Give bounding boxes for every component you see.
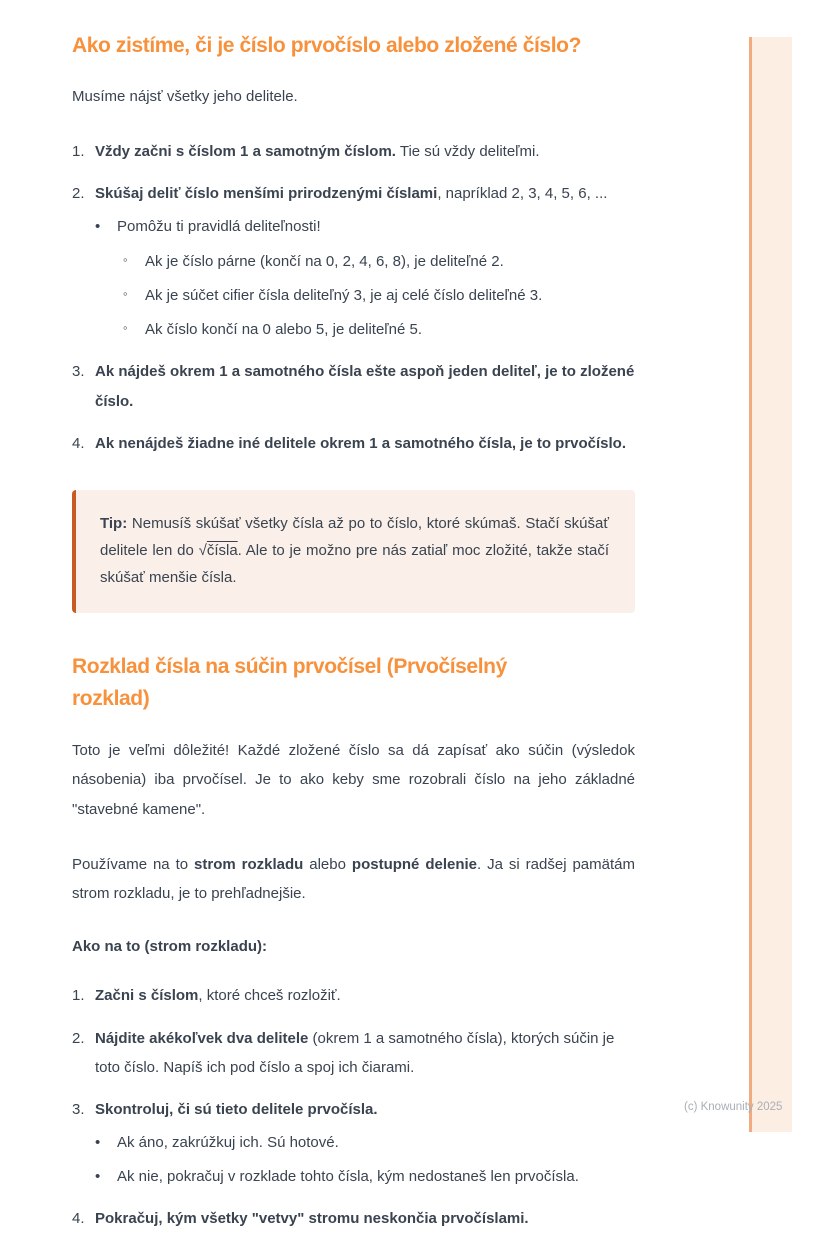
page-content xyxy=(72,30,635,1246)
list-number: 2. xyxy=(72,1029,85,1047)
circle-bullet-icon: ◦ xyxy=(123,285,128,301)
section2-steps-list xyxy=(72,981,635,1233)
list-item xyxy=(123,247,635,276)
section2-heading: Rozklad čísla na súčin prvočísel (Prvočíselný rozklad) xyxy=(72,655,507,710)
list-item-text: Ak je súčet cifier čísla deliteľný 3, je aj celé číslo deliteľné 3. xyxy=(145,286,543,304)
list-item xyxy=(72,137,635,166)
bullet-icon: • xyxy=(95,1134,101,1152)
list-item-text: Ak číslo končí na 0 alebo 5, je deliteľné 5. xyxy=(145,321,423,338)
list-item xyxy=(72,981,635,1010)
list-number: 4. xyxy=(72,1209,85,1227)
copyright-footer: (c) Knowunity 2025 xyxy=(684,1101,783,1113)
divisibility-bullet-list xyxy=(95,212,635,241)
list-item-text: Ak nájdeš okrem 1 a samotného čísla ešte aspoň jeden deliteľ, je to zložené číslo. xyxy=(95,363,635,410)
list-number: 4. xyxy=(72,434,85,452)
list-number: 3. xyxy=(72,1101,85,1118)
list-item xyxy=(123,315,635,344)
list-item-text: Skúšaj deliť číslo menšími prirodzenými číslami, napríklad 2, 3, 4, 5, 6, ... • Pomôžu ti pravidlá deliteľnosti! ◦ Ak je číslo párne (končí na 0, 2, 4, 6, 8), je deliteľné 2. ◦ Ak je súčet cifier čísla deliteľný 3, je aj celé číslo deliteľné 3. ◦ Ak číslo končí na 0 alebo 5, je deliteľné 5. xyxy=(95,179,635,344)
list-item xyxy=(95,1162,635,1191)
list-number: 1. xyxy=(72,142,85,160)
intro-paragraph: Musíme nájsť všetky jeho delitele. xyxy=(72,87,298,105)
list-item-text: Pokračuj, kým všetky "vetvy" stromu neskončia prvočíslami. xyxy=(95,1209,529,1227)
list-item xyxy=(123,281,635,310)
list-item xyxy=(95,1128,635,1157)
list-number: 2. xyxy=(72,185,85,202)
list-item xyxy=(72,357,635,416)
sqrt-symbol: √ xyxy=(198,542,207,559)
tip-label: Tip: xyxy=(100,515,128,532)
list-item xyxy=(72,1024,635,1083)
list-number: 3. xyxy=(72,363,85,381)
list-item xyxy=(72,429,635,458)
section1-heading: Ako zistíme, či je číslo prvočíslo alebo zložené číslo? xyxy=(72,34,581,57)
list-item xyxy=(72,179,635,344)
list-item-text: Nájdite akékoľvek dva delitele (okrem 1 a samotného čísla), ktorých súčin je toto číslo. Napíš ich pod číslo a spoj ich čiarami. xyxy=(95,1029,615,1076)
tip-callout xyxy=(72,490,635,613)
list-item-text: Pomôžu ti pravidlá deliteľnosti! xyxy=(117,218,321,236)
list-item xyxy=(72,1204,635,1233)
list-item-text: Vždy začni s číslom 1 a samotným číslom. Tie sú vždy deliteľmi. xyxy=(95,142,540,160)
section2-paragraph-2: Používame na to strom rozkladu alebo postupné delenie. Ja si radšej pamätám strom rozkladu, je to prehľadnejšie. xyxy=(72,855,635,902)
circle-bullet-icon: ◦ xyxy=(123,320,128,335)
section2-paragraph-1: Toto je veľmi dôležité! Každé zložené číslo sa dá zapísať ako súčin (výsledok násobenia) iba prvočísel. Je to ako keby sme rozobrali číslo na jeho základné "stavebné kamene". xyxy=(72,742,635,818)
list-number: 1. xyxy=(72,987,85,1005)
sqrt-expression: √čísla xyxy=(198,542,238,559)
list-item-text: Ak je číslo párne (končí na 0, 2, 4, 6, 8), je deliteľné 2. xyxy=(145,252,504,270)
list-item-text: Ak nie, pokračuj v rozklade tohto čísla, kým nedostaneš len prvočísla. xyxy=(117,1167,579,1185)
list-item-text: Skontroluj, či sú tieto delitele prvočísla. • Ak áno, zakrúžkuj ich. Sú hotové. • Ak nie, pokračuj v rozklade tohto čísla, kým nedostaneš len prvočísla. xyxy=(95,1095,635,1191)
check-bullet-list xyxy=(95,1128,635,1191)
section1-steps-list xyxy=(72,137,635,458)
right-margin-stripe xyxy=(749,37,792,1132)
list-item-text: Začni s číslom, ktoré chceš rozložiť. xyxy=(95,987,341,1005)
bullet-icon: • xyxy=(95,1167,101,1185)
list-item xyxy=(72,1095,635,1191)
divisibility-rules-list xyxy=(123,247,635,345)
list-item-text: Ak áno, zakrúžkuj ich. Sú hotové. xyxy=(117,1134,339,1152)
circle-bullet-icon: ◦ xyxy=(123,251,128,267)
tip-text: Tip: Nemusíš skúšať všetky čísla až po to číslo, ktoré skúmaš. Stačí skúšať delitele len do √čísla. Ale to je možno pre nás zatiaľ moc zložité, takže stačí skúšať menšie čísla. xyxy=(100,515,609,586)
list-item-text: Ak nenájdeš žiadne iné delitele okrem 1 a samotného čísla, je to prvočíslo. xyxy=(95,434,627,452)
bullet-icon: • xyxy=(95,218,101,236)
list-item xyxy=(95,212,635,241)
section2-subheading: Ako na to (strom rozkladu): xyxy=(72,938,268,956)
